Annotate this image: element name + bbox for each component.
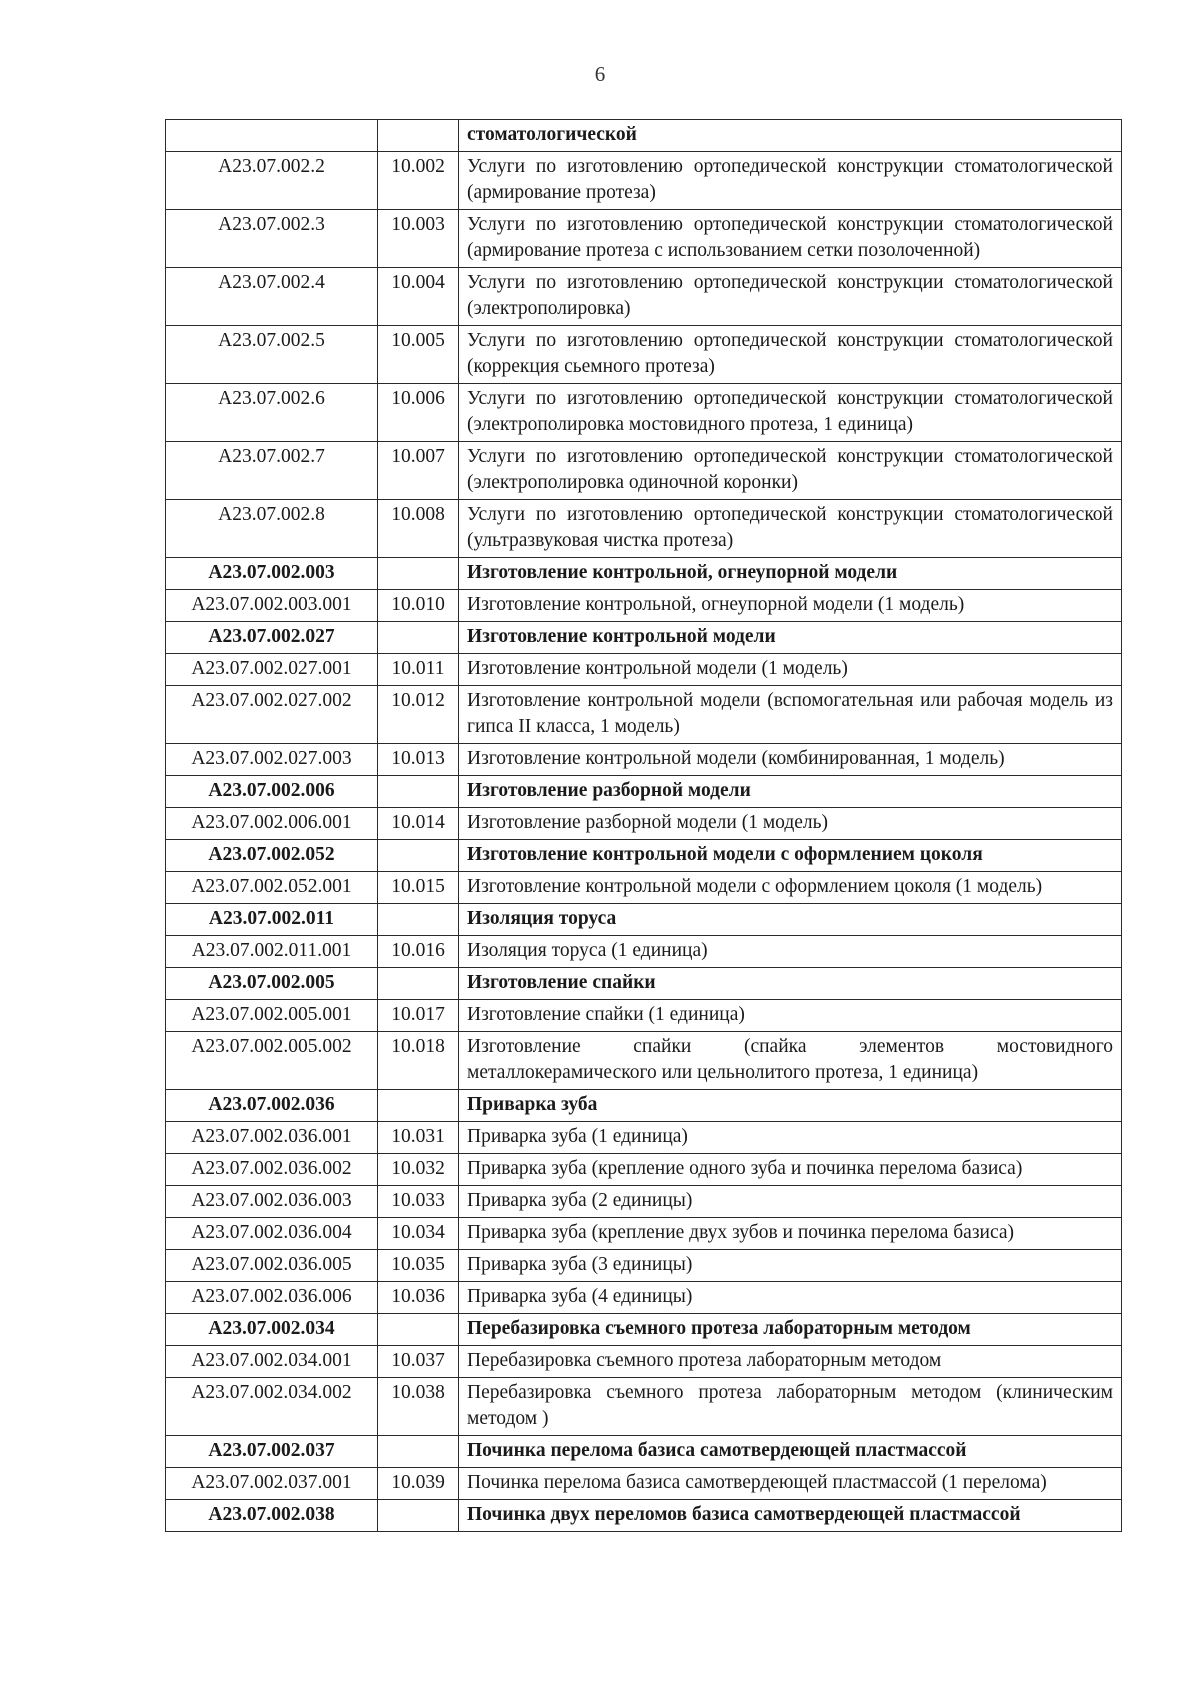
table-section-row: [166, 840, 1122, 872]
service-code-cell: [166, 120, 378, 152]
service-name-cell: Изготовление контрольной модели (1 модель): [459, 654, 1122, 686]
service-code-cell: A23.07.002.037: [166, 1436, 378, 1468]
service-code-cell: A23.07.002.4: [166, 268, 378, 326]
services-table-body: [166, 120, 1122, 1532]
price-number-cell: [378, 840, 459, 872]
service-name-cell: Починка перелома базиса самотвердеющей пластмассой (1 перелома): [459, 1468, 1122, 1500]
price-number-cell: 10.033: [378, 1186, 459, 1218]
price-number-cell: [378, 904, 459, 936]
service-code-cell: A23.07.002.037.001: [166, 1468, 378, 1500]
services-table: [165, 119, 1122, 1532]
service-code-cell: A23.07.002.5: [166, 326, 378, 384]
price-number-cell: 10.018: [378, 1032, 459, 1090]
table-section-row: [166, 1090, 1122, 1122]
table-row: [166, 744, 1122, 776]
service-code-cell: A23.07.002.038: [166, 1500, 378, 1532]
service-code-cell: A23.07.002.027.002: [166, 686, 378, 744]
service-code-cell: A23.07.002.036: [166, 1090, 378, 1122]
table-row: [166, 384, 1122, 442]
service-name-cell: Услуги по изготовлению ортопедической конструкции стоматологической (армирование протеза с использованием сетки позолоченной): [459, 210, 1122, 268]
price-number-cell: 10.036: [378, 1282, 459, 1314]
price-number-cell: 10.005: [378, 326, 459, 384]
table-row: [166, 326, 1122, 384]
table-row: [166, 936, 1122, 968]
service-name-cell: Изготовление разборной модели: [459, 776, 1122, 808]
table-row: [166, 1468, 1122, 1500]
price-number-cell: [378, 968, 459, 1000]
service-code-cell: A23.07.002.011: [166, 904, 378, 936]
table-row: [166, 872, 1122, 904]
service-code-cell: A23.07.002.005.001: [166, 1000, 378, 1032]
price-number-cell: 10.006: [378, 384, 459, 442]
service-name-cell: Услуги по изготовлению ортопедической конструкции стоматологической (электрополировка одиночной коронки): [459, 442, 1122, 500]
service-name-cell: Приварка зуба (крепление двух зубов и починка перелома базиса): [459, 1218, 1122, 1250]
service-name-cell: Услуги по изготовлению ортопедической конструкции стоматологической (армирование протеза): [459, 152, 1122, 210]
price-number-cell: [378, 1500, 459, 1532]
service-name-cell: стоматологической: [459, 120, 1122, 152]
service-code-cell: A23.07.002.034.001: [166, 1346, 378, 1378]
service-name-cell: Изготовление контрольной модели с оформлением цоколя: [459, 840, 1122, 872]
service-name-cell: Изготовление разборной модели (1 модель): [459, 808, 1122, 840]
service-code-cell: A23.07.002.3: [166, 210, 378, 268]
service-code-cell: A23.07.002.052: [166, 840, 378, 872]
service-code-cell: A23.07.002.034.002: [166, 1378, 378, 1436]
price-number-cell: [378, 1436, 459, 1468]
price-number-cell: [378, 1314, 459, 1346]
service-code-cell: A23.07.002.2: [166, 152, 378, 210]
price-number-cell: [378, 776, 459, 808]
price-number-cell: 10.016: [378, 936, 459, 968]
table-row: [166, 1282, 1122, 1314]
service-name-cell: Приварка зуба (3 единицы): [459, 1250, 1122, 1282]
service-code-cell: A23.07.002.005.002: [166, 1032, 378, 1090]
table-section-row: [166, 904, 1122, 936]
service-name-cell: Перебазировка съемного протеза лабораторным методом: [459, 1346, 1122, 1378]
service-code-cell: A23.07.002.036.002: [166, 1154, 378, 1186]
service-name-cell: Изготовление контрольной, огнеупорной модели: [459, 558, 1122, 590]
price-number-cell: 10.017: [378, 1000, 459, 1032]
service-name-cell: Услуги по изготовлению ортопедической конструкции стоматологической (электрополировка): [459, 268, 1122, 326]
table-section-row: [166, 1436, 1122, 1468]
price-number-cell: 10.002: [378, 152, 459, 210]
service-name-cell: Изоляция торуса (1 единица): [459, 936, 1122, 968]
table-row: [166, 1186, 1122, 1218]
table-section-row: [166, 968, 1122, 1000]
service-code-cell: A23.07.002.027.001: [166, 654, 378, 686]
service-name-cell: Перебазировка съемного протеза лабораторным методом: [459, 1314, 1122, 1346]
service-code-cell: A23.07.002.7: [166, 442, 378, 500]
table-section-row: [166, 120, 1122, 152]
table-row: [166, 1122, 1122, 1154]
price-number-cell: 10.004: [378, 268, 459, 326]
price-number-cell: 10.032: [378, 1154, 459, 1186]
price-number-cell: 10.008: [378, 500, 459, 558]
service-code-cell: A23.07.002.027.003: [166, 744, 378, 776]
service-name-cell: Приварка зуба (2 единицы): [459, 1186, 1122, 1218]
service-code-cell: A23.07.002.006.001: [166, 808, 378, 840]
service-name-cell: Починка перелома базиса самотвердеющей пластмассой: [459, 1436, 1122, 1468]
price-number-cell: 10.014: [378, 808, 459, 840]
service-code-cell: A23.07.002.052.001: [166, 872, 378, 904]
price-number-cell: [378, 1090, 459, 1122]
service-code-cell: A23.07.002.036.004: [166, 1218, 378, 1250]
service-code-cell: A23.07.002.036.003: [166, 1186, 378, 1218]
service-name-cell: Изготовление спайки (1 единица): [459, 1000, 1122, 1032]
page-number: 6: [594, 62, 606, 86]
service-code-cell: A23.07.002.003: [166, 558, 378, 590]
table-section-row: [166, 776, 1122, 808]
price-number-cell: 10.038: [378, 1378, 459, 1436]
service-name-cell: Изготовление спайки: [459, 968, 1122, 1000]
price-number-cell: 10.031: [378, 1122, 459, 1154]
price-number-cell: 10.010: [378, 590, 459, 622]
table-row: [166, 808, 1122, 840]
table-section-row: [166, 622, 1122, 654]
service-code-cell: A23.07.002.011.001: [166, 936, 378, 968]
price-number-cell: 10.035: [378, 1250, 459, 1282]
service-name-cell: Приварка зуба: [459, 1090, 1122, 1122]
service-name-cell: Услуги по изготовлению ортопедической конструкции стоматологической (ультразвуковая чистка протеза): [459, 500, 1122, 558]
price-number-cell: 10.037: [378, 1346, 459, 1378]
service-code-cell: A23.07.002.8: [166, 500, 378, 558]
table-row: [166, 1346, 1122, 1378]
service-code-cell: A23.07.002.036.006: [166, 1282, 378, 1314]
service-code-cell: A23.07.002.036.001: [166, 1122, 378, 1154]
table-row: [166, 1000, 1122, 1032]
service-name-cell: Изоляция торуса: [459, 904, 1122, 936]
price-number-cell: 10.007: [378, 442, 459, 500]
service-name-cell: Изготовление контрольной модели (комбинированная, 1 модель): [459, 744, 1122, 776]
price-number-cell: [378, 558, 459, 590]
table-row: [166, 1218, 1122, 1250]
price-number-cell: 10.013: [378, 744, 459, 776]
service-code-cell: A23.07.002.036.005: [166, 1250, 378, 1282]
price-number-cell: [378, 120, 459, 152]
service-code-cell: A23.07.002.006: [166, 776, 378, 808]
service-name-cell: Изготовление спайки (спайка элементов мостовидного металлокерамического или цельнолитого протеза, 1 единица): [459, 1032, 1122, 1090]
table-row: [166, 654, 1122, 686]
table-row: [166, 268, 1122, 326]
table-row: [166, 1032, 1122, 1090]
service-code-cell: A23.07.002.034: [166, 1314, 378, 1346]
table-section-row: [166, 1500, 1122, 1532]
service-name-cell: Перебазировка съемного протеза лабораторным методом (клиническим методом ): [459, 1378, 1122, 1436]
price-number-cell: 10.015: [378, 872, 459, 904]
table-section-row: [166, 558, 1122, 590]
service-name-cell: Изготовление контрольной модели: [459, 622, 1122, 654]
table-row: [166, 210, 1122, 268]
table-row: [166, 686, 1122, 744]
service-code-cell: A23.07.002.005: [166, 968, 378, 1000]
service-name-cell: Починка двух переломов базиса самотвердеющей пластмассой: [459, 1500, 1122, 1532]
service-code-cell: A23.07.002.027: [166, 622, 378, 654]
price-number-cell: 10.012: [378, 686, 459, 744]
service-name-cell: Услуги по изготовлению ортопедической конструкции стоматологической (электрополировка мостовидного протеза, 1 единица): [459, 384, 1122, 442]
service-name-cell: Услуги по изготовлению ортопедической конструкции стоматологической (коррекция сьемного протеза): [459, 326, 1122, 384]
service-name-cell: Изготовление контрольной модели с оформлением цоколя (1 модель): [459, 872, 1122, 904]
price-number-cell: 10.011: [378, 654, 459, 686]
table-row: [166, 500, 1122, 558]
service-name-cell: Приварка зуба (крепление одного зуба и починка перелома базиса): [459, 1154, 1122, 1186]
service-code-cell: A23.07.002.6: [166, 384, 378, 442]
price-number-cell: [378, 622, 459, 654]
service-code-cell: A23.07.002.003.001: [166, 590, 378, 622]
service-name-cell: Приварка зуба (4 единицы): [459, 1282, 1122, 1314]
table-row: [166, 1378, 1122, 1436]
price-number-cell: 10.039: [378, 1468, 459, 1500]
table-row: [166, 1250, 1122, 1282]
price-number-cell: 10.003: [378, 210, 459, 268]
table-section-row: [166, 1314, 1122, 1346]
service-name-cell: Изготовление контрольной, огнеупорной модели (1 модель): [459, 590, 1122, 622]
table-row: [166, 442, 1122, 500]
service-name-cell: Изготовление контрольной модели (вспомогательная или рабочая модель из гипса II класса, 1 модель): [459, 686, 1122, 744]
price-number-cell: 10.034: [378, 1218, 459, 1250]
service-name-cell: Приварка зуба (1 единица): [459, 1122, 1122, 1154]
table-row: [166, 1154, 1122, 1186]
table-row: [166, 152, 1122, 210]
table-row: [166, 590, 1122, 622]
